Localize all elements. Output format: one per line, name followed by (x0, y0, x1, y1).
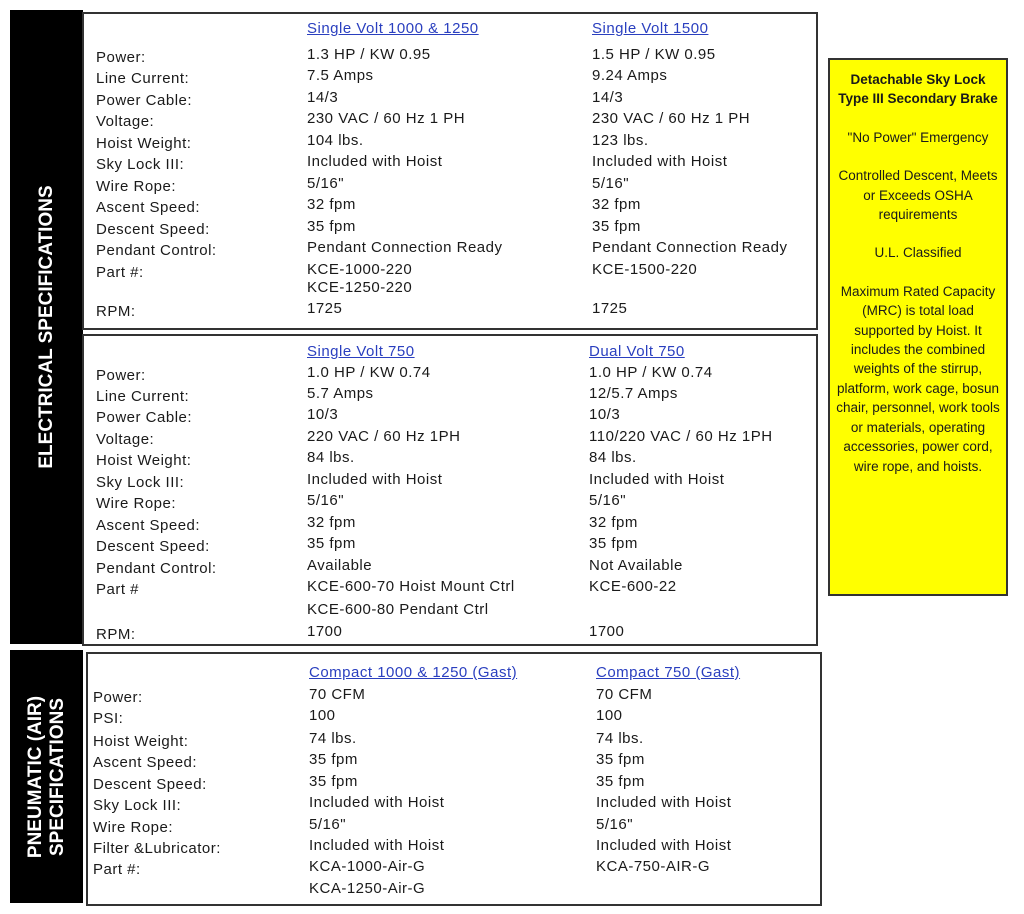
electrical-side-bar (10, 10, 83, 644)
spec-value: 123 lbs. (592, 132, 649, 149)
spec-value: 1.0 HP / KW 0.74 (307, 364, 431, 381)
spec-label: Part #: (93, 861, 141, 878)
spec-value: KCA-1250-Air-G (309, 880, 426, 897)
column-header: Single Volt 1000 & 1250 (307, 20, 479, 37)
spec-label: Power: (96, 49, 146, 66)
pneumatic-side-bar (10, 650, 83, 903)
spec-value: 70 CFM (596, 686, 653, 703)
spec-value: 35 fpm (592, 218, 641, 235)
spec-label: Ascent Speed: (96, 199, 201, 216)
spec-label: PSI: (93, 710, 124, 727)
spec-value: KCE-1500-220 (592, 261, 698, 278)
spec-value: Included with Hoist (307, 153, 443, 170)
spec-value: 100 (309, 707, 336, 724)
spec-value: KCE-1000-220 (307, 261, 413, 278)
spec-label: Power: (93, 689, 143, 706)
spec-value: 5/16" (309, 816, 347, 833)
spec-label: Descent Speed: (96, 221, 210, 238)
spec-label: Ascent Speed: (96, 517, 201, 534)
pneumatic-label-line1: PNEUMATIC (AIR) (24, 695, 46, 858)
spec-label: Sky Lock III: (93, 797, 182, 814)
spec-value: KCE-600-80 Pendant Ctrl (307, 601, 489, 618)
spec-value: KCA-1000-Air-G (309, 858, 426, 875)
spec-value: 1700 (589, 623, 625, 640)
spec-value: Included with Hoist (596, 837, 732, 854)
spec-value: Included with Hoist (309, 837, 445, 854)
spec-label: Line Current: (96, 388, 190, 405)
spec-value: 1700 (307, 623, 343, 640)
sky-lock-brake-note (828, 58, 1008, 596)
spec-value: KCE-1250-220 (307, 279, 413, 296)
spec-label: Hoist Weight: (96, 135, 192, 152)
spec-value: 84 lbs. (589, 449, 637, 466)
spec-value: 230 VAC / 60 Hz 1 PH (307, 110, 466, 127)
spec-value: 1725 (592, 300, 628, 317)
spec-label: Pendant Control: (96, 242, 217, 259)
spec-value: 70 CFM (309, 686, 366, 703)
spec-value: 35 fpm (309, 773, 358, 790)
spec-value: 100 (596, 707, 623, 724)
spec-value: 14/3 (592, 89, 624, 106)
spec-label: Part # (96, 581, 140, 598)
spec-label: Filter &Lubricator: (93, 840, 221, 857)
spec-label: Pendant Control: (96, 560, 217, 577)
spec-value: 1.3 HP / KW 0.95 (307, 46, 431, 63)
spec-value: KCE-600-22 (589, 578, 677, 595)
spec-value: 5/16" (307, 492, 345, 509)
spec-label: Part #: (96, 264, 144, 281)
pneumatic-specifications-label (25, 695, 69, 857)
electrical-specifications-label: ELECTRICAL SPECIFICATIONS (35, 185, 57, 469)
spec-value: 220 VAC / 60 Hz 1PH (307, 428, 461, 445)
spec-value: 14/3 (307, 89, 339, 106)
note-title: Detachable Sky Lock Type III Secondary Brake (838, 72, 998, 107)
spec-value: 35 fpm (309, 751, 358, 768)
spec-value: KCE-600-70 Hoist Mount Ctrl (307, 578, 515, 595)
spec-value: 5/16" (596, 816, 634, 833)
spec-value: 35 fpm (307, 535, 356, 552)
spec-value: 5.7 Amps (307, 385, 374, 402)
spec-value: 1725 (307, 300, 343, 317)
spec-value: Included with Hoist (307, 471, 443, 488)
spec-label: RPM: (96, 626, 136, 643)
spec-label: Sky Lock III: (96, 156, 185, 173)
spec-value: 230 VAC / 60 Hz 1 PH (592, 110, 751, 127)
column-header: Single Volt 1500 (592, 20, 709, 37)
spec-value: 10/3 (307, 406, 339, 423)
spec-label: Voltage: (96, 431, 155, 448)
spec-label: RPM: (96, 303, 136, 320)
note-ul-classified: U.L. Classified (874, 245, 962, 261)
spec-value: 110/220 VAC / 60 Hz 1PH (589, 428, 773, 445)
spec-value: Not Available (589, 557, 683, 574)
spec-label: Power: (96, 367, 146, 384)
spec-value: 74 lbs. (309, 730, 357, 747)
spec-value: 32 fpm (307, 514, 356, 531)
spec-label: Line Current: (96, 70, 190, 87)
spec-value: 1.5 HP / KW 0.95 (592, 46, 716, 63)
spec-label: Voltage: (96, 113, 155, 130)
spec-value: Included with Hoist (596, 794, 732, 811)
spec-value: Included with Hoist (309, 794, 445, 811)
spec-value: 35 fpm (307, 218, 356, 235)
spec-value: Pendant Connection Ready (307, 239, 503, 256)
spec-value: 104 lbs. (307, 132, 364, 149)
spec-value: 10/3 (589, 406, 621, 423)
spec-value: Pendant Connection Ready (592, 239, 788, 256)
spec-value: 5/16" (307, 175, 345, 192)
column-header: Compact 750 (Gast) (596, 664, 741, 681)
spec-value: 5/16" (592, 175, 630, 192)
spec-value: KCA-750-AIR-G (596, 858, 711, 875)
spec-value: Included with Hoist (592, 153, 728, 170)
note-controlled-descent: Controlled Descent, Meets or Exceeds OSHA requirements (838, 168, 998, 223)
spec-label: Power Cable: (96, 409, 193, 426)
spec-label: Ascent Speed: (93, 754, 198, 771)
spec-value: 84 lbs. (307, 449, 355, 466)
spec-label: Sky Lock III: (96, 474, 185, 491)
spec-value: 12/5.7 Amps (589, 385, 678, 402)
spec-value: 7.5 Amps (307, 67, 374, 84)
spec-value: 35 fpm (596, 773, 645, 790)
spec-value: 35 fpm (596, 751, 645, 768)
spec-label: Wire Rope: (93, 819, 174, 836)
spec-value: 9.24 Amps (592, 67, 668, 84)
spec-label: Power Cable: (96, 92, 193, 109)
spec-value: 32 fpm (307, 196, 356, 213)
spec-label: Wire Rope: (96, 178, 177, 195)
column-header: Dual Volt 750 (589, 343, 685, 360)
spec-label: Wire Rope: (96, 495, 177, 512)
spec-label: Hoist Weight: (96, 452, 192, 469)
spec-value: 32 fpm (589, 514, 638, 531)
spec-label: Hoist Weight: (93, 733, 189, 750)
spec-label: Descent Speed: (93, 776, 207, 793)
spec-label: Descent Speed: (96, 538, 210, 555)
note-mrc: Maximum Rated Capacity (MRC) is total load supported by Hoist. It includes the combined weights of the stirrup, platform, work cage, bosun chair, personnel, work tools or materials, operating accessories, power cord, wire rope, and hoists. (836, 283, 1000, 474)
spec-value: 1.0 HP / KW 0.74 (589, 364, 713, 381)
spec-value: 35 fpm (589, 535, 638, 552)
pneumatic-label-line2: SPECIFICATIONS (46, 697, 68, 856)
spec-value: Included with Hoist (589, 471, 725, 488)
column-header: Compact 1000 & 1250 (Gast) (309, 664, 518, 681)
spec-value: 74 lbs. (596, 730, 644, 747)
column-header: Single Volt 750 (307, 343, 415, 360)
spec-value: 5/16" (589, 492, 627, 509)
spec-value: Available (307, 557, 373, 574)
note-no-power: "No Power" Emergency (847, 129, 989, 145)
spec-value: 32 fpm (592, 196, 641, 213)
